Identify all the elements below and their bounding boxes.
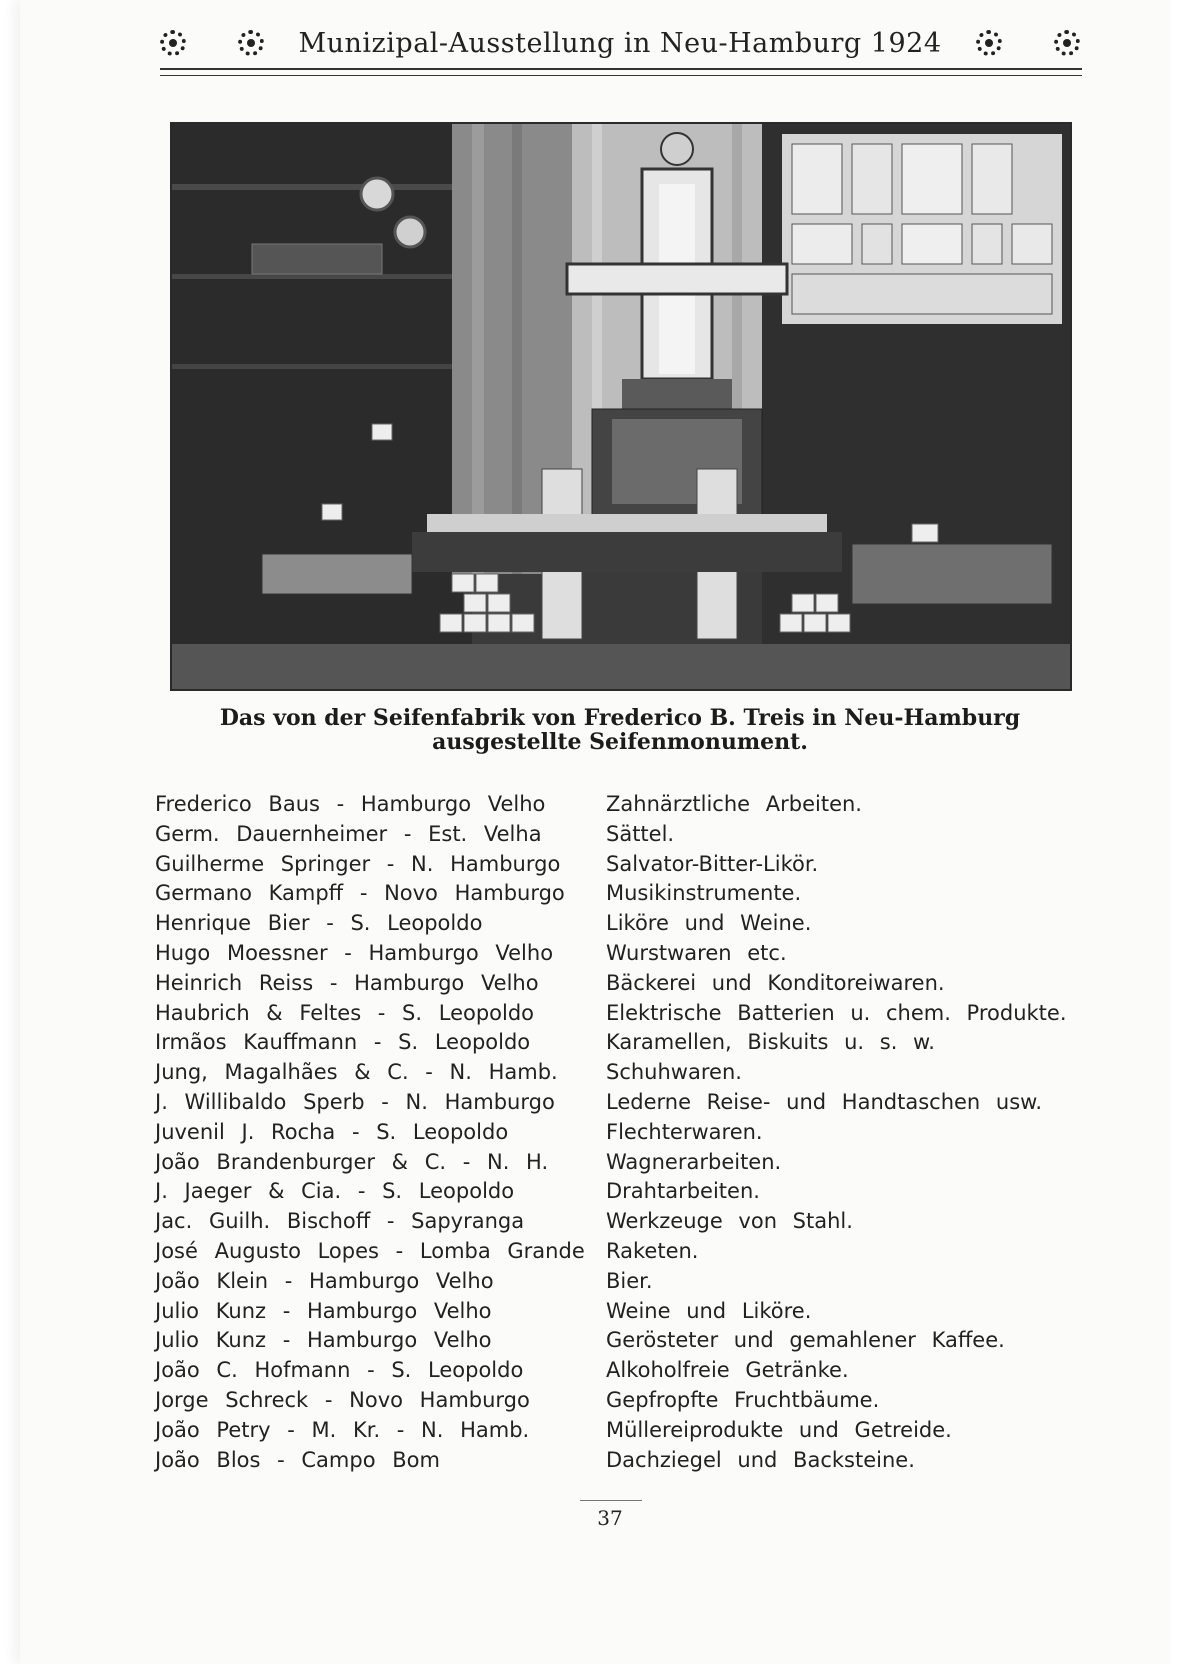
exhibitor-name: J. Jaeger & Cia. - S. Leopoldo: [155, 1179, 515, 1204]
exhibitor-row: [155, 999, 1115, 1029]
flower-ornament-icon: [238, 30, 264, 56]
exhibitor-name: Julio Kunz - Hamburgo Velho: [155, 1298, 492, 1323]
exhibitor-name: Juvenil J. Rocha - S. Leopoldo: [155, 1119, 509, 1144]
soap-monument-photo: [170, 122, 1072, 691]
exhibitor-product: Flechterwaren.: [606, 1119, 763, 1144]
exhibitor-name: João C. Hofmann - S. Leopoldo: [155, 1358, 524, 1383]
exhibitor-product: Raketen.: [606, 1238, 699, 1263]
exhibitor-name: Julio Kunz - Hamburgo Velho: [155, 1328, 492, 1353]
exhibitor-row: [155, 820, 1115, 850]
exhibitor-name: Guilherme Springer - N. Hamburgo: [155, 851, 561, 876]
exhibitor-row: [155, 1416, 1115, 1446]
exhibitor-row: [155, 1237, 1115, 1267]
exhibitor-row: [155, 1118, 1115, 1148]
exhibitor-product: Schuhwaren.: [606, 1060, 742, 1085]
page-number-rule: [580, 1500, 642, 1501]
header-ornaments-right: [976, 30, 1080, 56]
exhibitor-product: Salvator-Bitter-Likör.: [606, 851, 819, 876]
exhibitor-row: [155, 1088, 1115, 1118]
exhibitor-product: Wagnerarbeiten.: [606, 1149, 782, 1174]
exhibitor-row: [155, 1267, 1115, 1297]
exhibitor-name: Germ. Dauernheimer - Est. Velha: [155, 821, 542, 846]
exhibitor-name: Irmãos Kauffmann - S. Leopoldo: [155, 1030, 531, 1055]
exhibitor-product: Weine und Liköre.: [606, 1298, 812, 1323]
flower-ornament-icon: [160, 30, 186, 56]
exhibitor-product: Wurstwaren etc.: [606, 940, 787, 965]
exhibitor-name: João Klein - Hamburgo Velho: [155, 1268, 494, 1293]
photo-illustration: [172, 124, 1070, 689]
exhibitor-name: João Brandenburger & C. - N. H.: [155, 1149, 549, 1174]
exhibitor-list: [155, 790, 1115, 1475]
exhibitor-name: Jorge Schreck - Novo Hamburgo: [155, 1387, 530, 1412]
header-ornaments-left: [160, 30, 264, 56]
caption-line-2: ausgestellte Seifenmonument.: [432, 729, 808, 755]
exhibitor-product: Gerösteter und gemahlener Kaffee.: [606, 1328, 1005, 1353]
photo-caption: [160, 706, 1080, 754]
exhibitor-name: Henrique Bier - S. Leopoldo: [155, 911, 483, 936]
exhibitor-row: [155, 909, 1115, 939]
exhibitor-row: [155, 1386, 1115, 1416]
exhibitor-product: Elektrische Batterien u. chem. Produkte.: [606, 1000, 1067, 1025]
exhibitor-name: José Augusto Lopes - Lomba Grande: [155, 1238, 585, 1263]
exhibitor-row: [155, 1356, 1115, 1386]
caption-line-1: Das von der Seifenfabrik von Frederico B. Treis in Neu-Hamburg: [219, 705, 1021, 731]
exhibitor-row: [155, 1148, 1115, 1178]
exhibitor-product: Karamellen, Biskuits u. s. w.: [606, 1030, 935, 1055]
exhibitor-name: Jung, Magalhães & C. - N. Hamb.: [155, 1060, 558, 1085]
exhibitor-product: Bäckerei und Konditoreiwaren.: [606, 970, 945, 995]
exhibitor-row: [155, 1177, 1115, 1207]
exhibitor-product: Lederne Reise- und Handtaschen usw.: [606, 1089, 1043, 1114]
exhibitor-name: Hugo Moessner - Hamburgo Velho: [155, 940, 554, 965]
exhibitor-product: Musikinstrumente.: [606, 881, 802, 906]
exhibitor-row: [155, 1058, 1115, 1088]
exhibitor-row: [155, 1297, 1115, 1327]
exhibitor-row: [155, 850, 1115, 880]
header-rule: [160, 68, 1082, 76]
exhibitor-product: Müllereiprodukte und Getreide.: [606, 1417, 952, 1442]
exhibitor-product: Gepfropfte Fruchtbäume.: [606, 1387, 880, 1412]
exhibitor-row: [155, 879, 1115, 909]
page-sheet: [20, 0, 1170, 1664]
exhibitor-name: Jac. Guilh. Bischoff - Sapyranga: [155, 1209, 525, 1234]
page-number: 37: [597, 1506, 623, 1530]
flower-ornament-icon: [976, 30, 1002, 56]
exhibitor-row: [155, 1326, 1115, 1356]
exhibitor-product: Zahnärztliche Arbeiten.: [606, 792, 862, 816]
exhibitor-name: J. Willibaldo Sperb - N. Hamburgo: [155, 1089, 555, 1114]
exhibitor-name: Germano Kampff - Novo Hamburgo: [155, 881, 565, 906]
exhibitor-name: João Petry - M. Kr. - N. Hamb.: [155, 1417, 530, 1442]
exhibitor-name: Heinrich Reiss - Hamburgo Velho: [155, 970, 539, 995]
exhibitor-row: [155, 1207, 1115, 1237]
flower-ornament-icon: [1054, 30, 1080, 56]
exhibitor-row: [155, 1028, 1115, 1058]
exhibitor-row: [155, 790, 1115, 820]
exhibitor-product: Drahtarbeiten.: [606, 1179, 760, 1204]
exhibitor-name: Frederico Baus - Hamburgo Velho: [155, 792, 546, 816]
exhibitor-name: João Blos - Campo Bom: [155, 1447, 440, 1472]
running-title: Munizipal-Ausstellung in Neu-Hamburg 1924: [298, 27, 942, 59]
exhibitor-product: Liköre und Weine.: [606, 911, 812, 936]
exhibitor-product: Bier.: [606, 1268, 653, 1293]
exhibitor-product: Alkoholfreie Getränke.: [606, 1358, 849, 1383]
exhibitor-row: [155, 969, 1115, 999]
exhibitor-product: Werkzeuge von Stahl.: [606, 1209, 853, 1234]
page-header: [160, 18, 1080, 68]
exhibitor-product: Sättel.: [606, 821, 675, 846]
exhibitor-product: Dachziegel und Backsteine.: [606, 1447, 915, 1472]
exhibitor-name: Haubrich & Feltes - S. Leopoldo: [155, 1000, 535, 1025]
exhibitor-row: [155, 1446, 1115, 1476]
exhibitor-row: [155, 939, 1115, 969]
